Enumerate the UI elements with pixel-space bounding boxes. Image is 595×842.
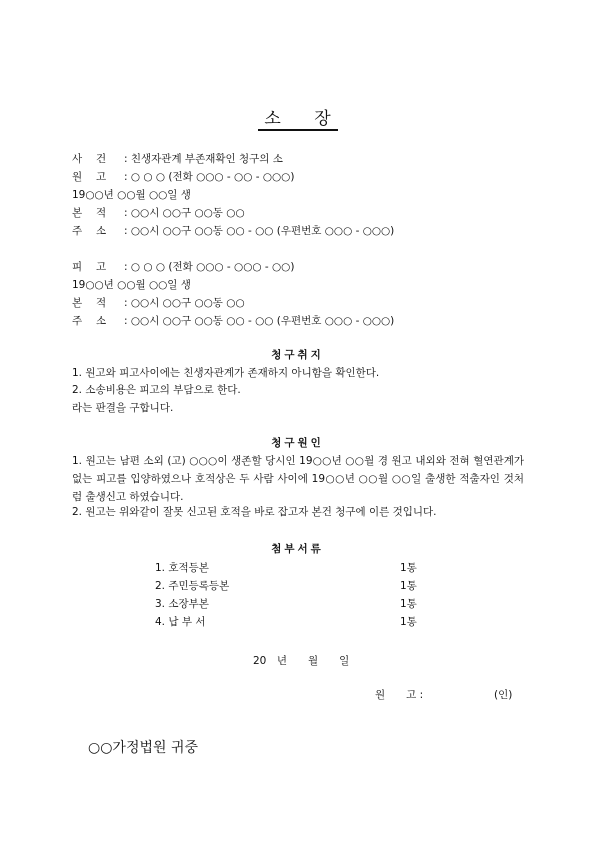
defendant-domicile-label: 본 적 (72, 297, 107, 309)
plaintiff-address-label: 주 소 (72, 225, 107, 237)
attachment-qty: 1통 (400, 580, 417, 592)
cause-paragraph-1: 1. 원고는 남편 소외 (고) ○○○이 생존할 당시인 19○○년 ○○월 경 원고 내외와 전혀 혈연관계가 없는 피고를 입양하였으나 호적상은 두 사람 사이에 19○○년 ○○월 ○○일 출생한 적출자인 것처럼 출생신고 하였습니다. (72, 455, 524, 503)
seal-mark: (인) (494, 689, 513, 701)
plaintiff-domicile-value: : ○○시 ○○구 ○○동 ○○ (124, 207, 245, 219)
claim-heading: 청구취지 (271, 349, 324, 361)
defendant-domicile-line (72, 297, 245, 310)
attachment-qty: 1통 (400, 562, 417, 574)
document-title: 소 장 (264, 109, 345, 129)
plaintiff-line (72, 171, 294, 184)
attachment-name: 2. 주민등록등본 (155, 580, 230, 592)
plaintiff-birth: 19○○년 ○○월 ○○일 생 (72, 189, 191, 201)
case-value: : 친생자관계 부존재확인 청구의 소 (124, 153, 283, 165)
plaintiff-address-value: : ○○시 ○○구 ○○동 ○○ - ○○ (우편번호 ○○○ - ○○○) (124, 225, 395, 237)
cause-heading: 청구원인 (271, 437, 324, 449)
attachment-qty: 1통 (400, 616, 417, 628)
attachments-heading: 첨부서류 (271, 543, 324, 555)
case-label: 사 건 (72, 153, 107, 165)
defendant-line (72, 261, 294, 274)
attachment-name: 3. 소장부본 (155, 598, 209, 610)
defendant-address-line (72, 315, 394, 328)
plaintiff-domicile-label: 본 적 (72, 207, 107, 219)
plaintiff-domicile-line (72, 207, 245, 220)
title-underline (258, 129, 338, 131)
defendant-address-label: 주 소 (72, 315, 107, 327)
plaintiff-value: : ○ ○ ○ (전화 ○○○ - ○○ - ○○○) (124, 171, 295, 183)
plaintiff-address-line (72, 225, 394, 238)
signature-label: 원 고 : (375, 689, 424, 701)
attachment-name: 1. 호적등본 (155, 562, 209, 574)
claim-item: 2. 소송비용은 피고의 부담으로 한다. (72, 384, 241, 396)
defendant-birth: 19○○년 ○○월 ○○일 생 (72, 279, 191, 291)
cause-paragraph-2: 2. 원고는 위와같이 잘못 신고된 호적을 바로 잡고자 본건 청구에 이른 것입니다. (72, 506, 437, 518)
attachment-name: 4. 납 부 서 (155, 616, 206, 628)
claim-item: 1. 원고와 피고사이에는 친생자관계가 존재하지 아니함을 확인한다. (72, 367, 380, 379)
filing-date: 20 년 월 일 (253, 655, 350, 667)
defendant-label: 피 고 (72, 261, 107, 273)
court-addressee: ○○가정법원 귀중 (88, 740, 199, 756)
defendant-address-value: : ○○시 ○○구 ○○동 ○○ - ○○ (우편번호 ○○○ - ○○○) (124, 315, 395, 327)
attachment-qty: 1통 (400, 598, 417, 610)
defendant-value: : ○ ○ ○ (전화 ○○○ - ○○○ - ○○) (124, 261, 295, 273)
claim-conclusion: 라는 판결을 구합니다. (72, 402, 174, 414)
defendant-domicile-value: : ○○시 ○○구 ○○동 ○○ (124, 297, 245, 309)
case-line (72, 153, 283, 166)
plaintiff-label: 원 고 (72, 171, 107, 183)
